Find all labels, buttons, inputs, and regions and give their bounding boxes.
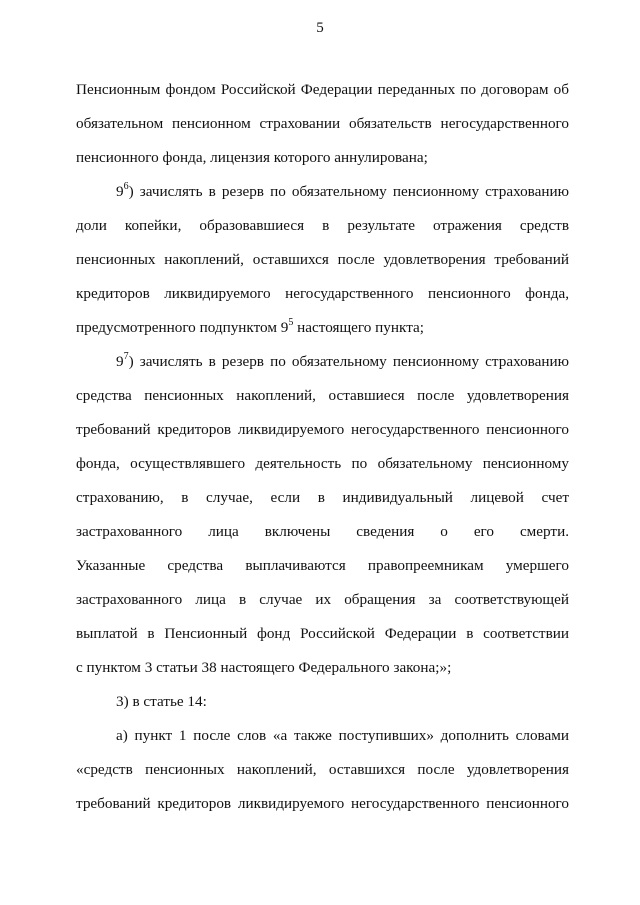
- paragraph-9-7-start: [76, 345, 569, 379]
- text-line: с пунктом 3 статьи 38 настоящего Федерального закона;»;: [76, 659, 452, 676]
- page-number: 5: [316, 20, 324, 36]
- item-superscript: 6: [123, 180, 129, 192]
- article-14-heading: 3) в статье 14:: [116, 693, 207, 710]
- text-line: Пенсионным фондом Российской Федерации переданных по договорам об: [76, 81, 569, 98]
- text-line: требований кредиторов ликвидируемого негосударственного пенсионного: [76, 421, 569, 438]
- text-line: застрахованного лица включены сведения о его смерти.: [76, 523, 569, 540]
- subitem-a-start: а) пункт 1 после слов «а также поступивших» дополнить словами: [116, 727, 569, 744]
- text-fragment: ) зачислять в резерв по обязательному пенсионному страхованию: [128, 353, 569, 370]
- text-line: [76, 311, 569, 345]
- text-fragment: предусмотренного подпунктом 9: [76, 319, 289, 336]
- text-line: кредиторов ликвидируемого негосударственного пенсионного фонда,: [76, 285, 569, 302]
- text-line: обязательном пенсионном страховании обязательств негосударственного: [76, 115, 569, 132]
- text-line: страхованию, в случае, если в индивидуальный лицевой счет: [76, 489, 569, 506]
- text-line: пенсионного фонда, лицензия которого аннулирована;: [76, 149, 428, 166]
- text-line: средства пенсионных накоплений, оставшиеся после удовлетворения: [76, 387, 569, 404]
- text-fragment: ) зачислять в резерв по обязательному пенсионному страхованию: [128, 183, 569, 200]
- text-line: требований кредиторов ликвидируемого негосударственного пенсионного: [76, 795, 569, 812]
- text-line: доли копейки, образовавшиеся в результате отражения средств: [76, 217, 569, 234]
- text-fragment: настоящего пункта;: [293, 319, 424, 336]
- item-number: 9: [116, 353, 124, 370]
- item-superscript: 7: [123, 350, 129, 362]
- text-line: «средств пенсионных накоплений, оставшихся после удовлетворения: [76, 761, 569, 778]
- text-line: выплатой в Пенсионный фонд Российской Федерации в соответствии: [76, 625, 569, 642]
- item-number: 9: [116, 183, 124, 200]
- document-body: [76, 73, 569, 821]
- text-line: Указанные средства выплачиваются правопреемникам умершего: [76, 557, 569, 574]
- text-line: фонда, осуществлявшего деятельность по обязательному пенсионному: [76, 455, 569, 472]
- text-line: пенсионных накоплений, оставшихся после удовлетворения требований: [76, 251, 569, 268]
- text-line: застрахованного лица в случае их обращения за соответствующей: [76, 591, 569, 608]
- paragraph-9-6-start: [76, 175, 569, 209]
- item-superscript: 5: [288, 316, 294, 328]
